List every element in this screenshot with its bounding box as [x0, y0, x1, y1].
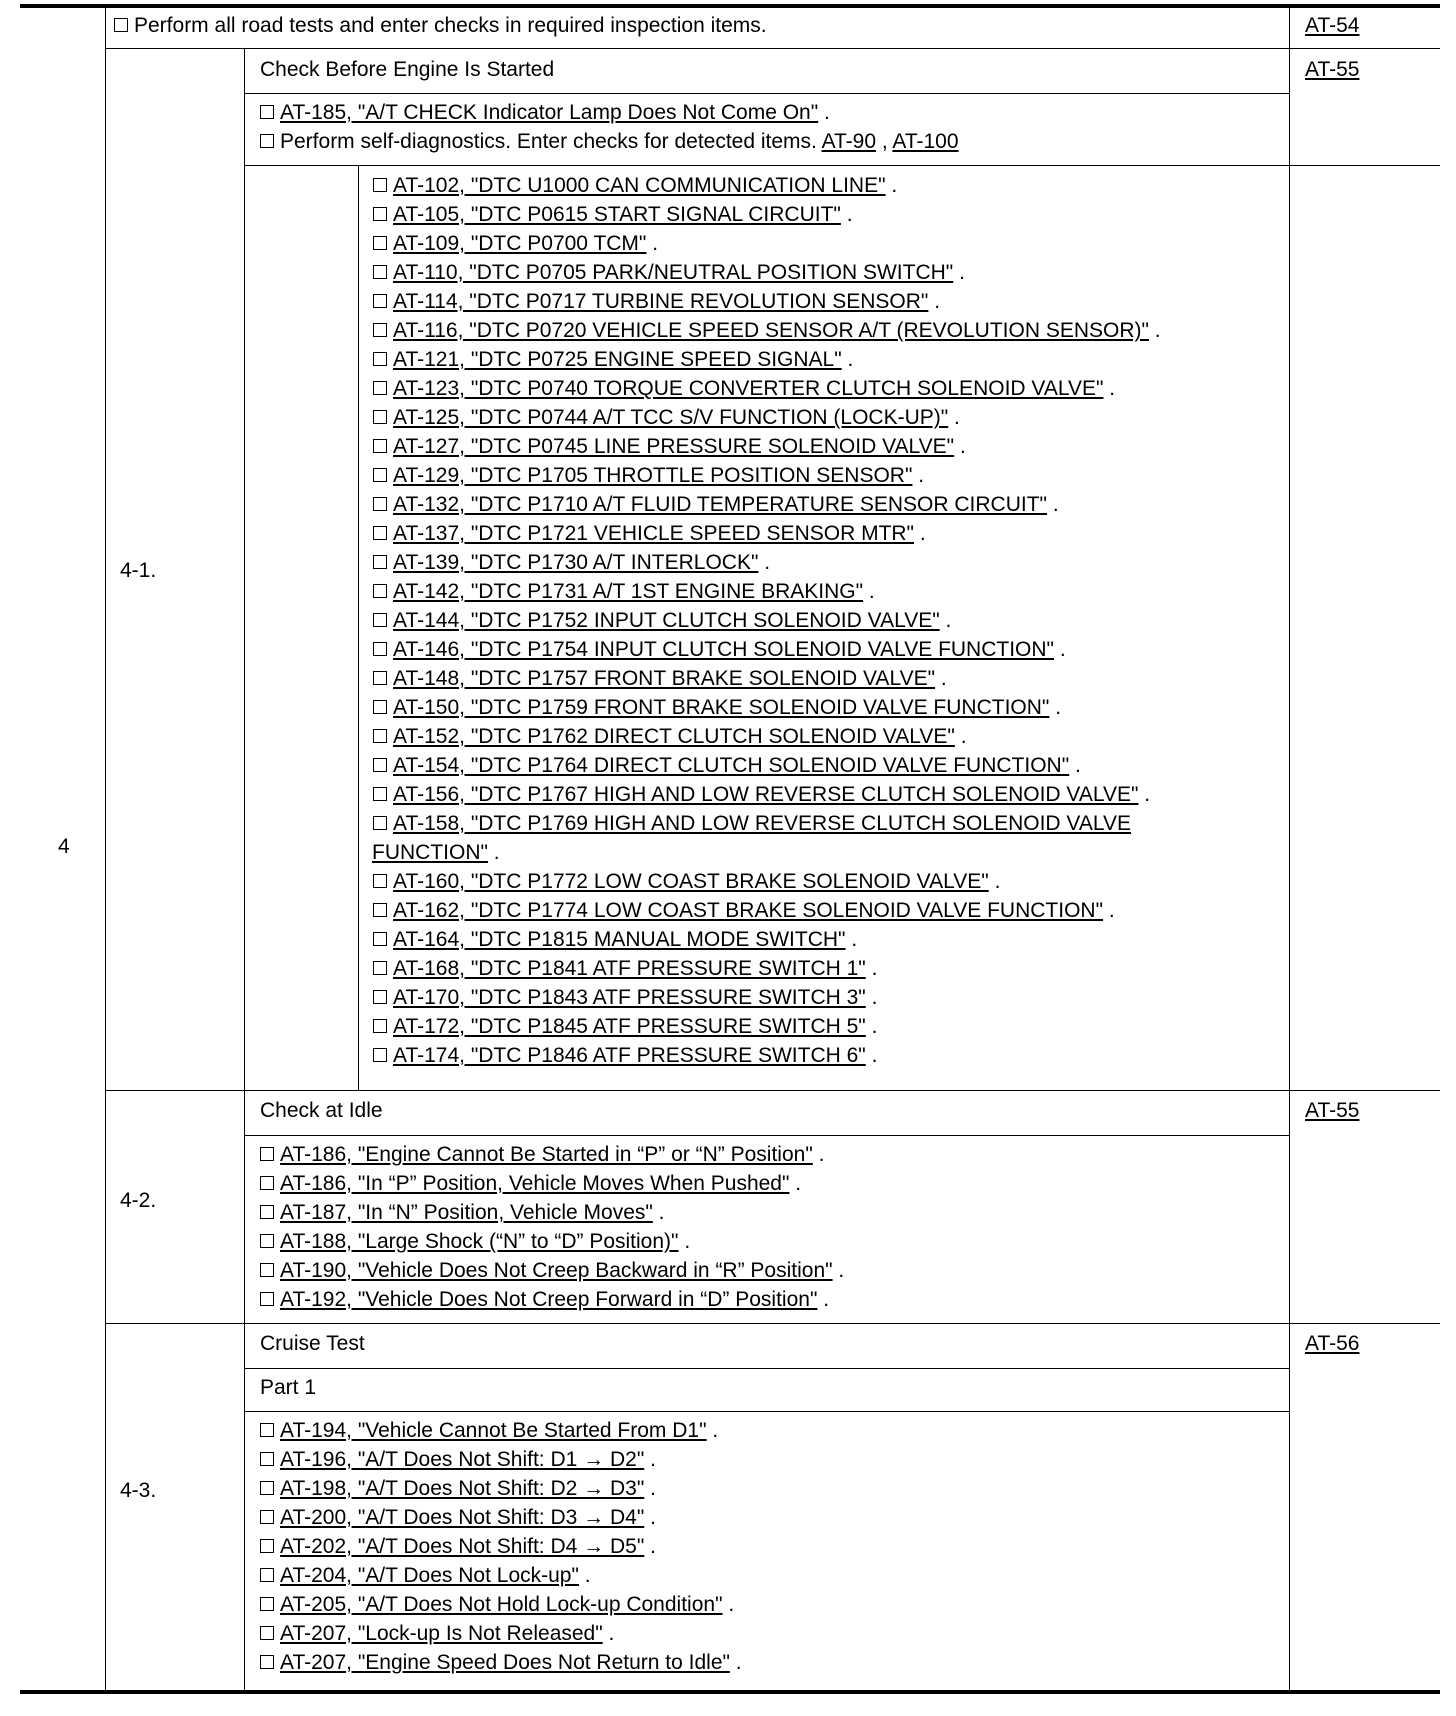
list-item	[373, 461, 924, 490]
item-suffix: .	[1049, 696, 1062, 719]
item-link[interactable]: AT-137, "DTC P1721 VEHICLE SPEED SENSOR MTR"	[393, 522, 915, 545]
item-suffix: .	[652, 1201, 665, 1224]
item-link[interactable]: AT-144, "DTC P1752 INPUT CLUTCH SOLENOID VALVE"	[393, 609, 940, 632]
item-suffix: .	[1148, 319, 1161, 342]
row-divider	[244, 1135, 1289, 1136]
checkbox-icon[interactable]	[373, 265, 387, 279]
idle-list	[260, 1140, 1280, 1320]
checkbox-icon[interactable]	[373, 613, 387, 627]
item-text: Perform self-diagnostics. Enter checks for detected items.	[280, 130, 822, 153]
list-item	[373, 606, 951, 635]
item-link[interactable]: AT-198, "A/T Does Not Shift: D2 → D3"	[280, 1477, 645, 1500]
checkbox-icon[interactable]	[260, 1626, 274, 1640]
item-link[interactable]: AT-139, "DTC P1730 A/T INTERLOCK"	[393, 551, 759, 574]
heading-part-1: Part 1	[260, 1376, 317, 1399]
checkbox-icon[interactable]	[373, 178, 387, 192]
top-instruction-text: Perform all road tests and enter checks in required inspection items.	[134, 14, 767, 37]
item-link[interactable]: AT-162, "DTC P1774 LOW COAST BRAKE SOLENOID VALVE FUNCTION"	[393, 899, 1104, 922]
item-link[interactable]: AT-116, "DTC P0720 VEHICLE SPEED SENSOR A/T (REVOLUTION SENSOR)"	[393, 319, 1149, 342]
item-suffix: .	[644, 1448, 656, 1471]
item-link[interactable]: AT-142, "DTC P1731 A/T 1ST ENGINE BRAKING"	[393, 580, 864, 603]
item-suffix: .	[1103, 377, 1116, 400]
item-suffix: .	[841, 348, 854, 371]
ref-link-4-1[interactable]: AT-55	[1305, 58, 1360, 81]
row-divider	[244, 165, 1440, 166]
checkbox-icon[interactable]	[260, 105, 274, 119]
item-sep: ,	[876, 130, 893, 153]
checkbox-icon[interactable]	[373, 584, 387, 598]
item-suffix: .	[840, 203, 853, 226]
checkbox-icon[interactable]	[373, 381, 387, 395]
item-suffix: .	[644, 1506, 656, 1529]
list-item	[373, 983, 877, 1012]
ref-link-top[interactable]: AT-54	[1305, 14, 1360, 37]
checkbox-icon[interactable]	[260, 1510, 274, 1524]
row-divider	[105, 1323, 1440, 1324]
item-link[interactable]: AT-188, "Large Shock (“N” to “D” Position)"	[280, 1230, 679, 1253]
checkbox-icon[interactable]	[373, 323, 387, 337]
list-item	[260, 1532, 656, 1561]
item-link[interactable]: AT-190, "Vehicle Does Not Creep Backward in “R” Position"	[280, 1259, 833, 1282]
checkbox-icon[interactable]	[260, 1176, 274, 1190]
list-item	[373, 432, 966, 461]
ref-link-4-2[interactable]: AT-55	[1305, 1099, 1360, 1122]
item-link[interactable]: AT-192, "Vehicle Does Not Creep Forward in “D” Position"	[280, 1288, 818, 1311]
item-link[interactable]: AT-110, "DTC P0705 PARK/NEUTRAL POSITION SWITCH"	[393, 261, 954, 284]
item-link[interactable]: AT-154, "DTC P1764 DIRECT CLUTCH SOLENOID VALVE FUNCTION"	[393, 754, 1070, 777]
checkbox-icon[interactable]	[373, 555, 387, 569]
substep-label-4-1: 4-1.	[120, 559, 157, 582]
list-item	[373, 258, 965, 287]
list-item	[373, 693, 1061, 722]
list-item	[373, 954, 877, 983]
item-link[interactable]: AT-156, "DTC P1767 HIGH AND LOW REVERSE CLUTCH SOLENOID VALVE"	[393, 783, 1139, 806]
list-item	[373, 548, 770, 577]
list-item	[373, 316, 1161, 345]
item-link[interactable]: AT-194, "Vehicle Cannot Be Started From D1"	[280, 1419, 707, 1442]
item-link[interactable]: AT-186, "In “P” Position, Vehicle Moves When Pushed"	[280, 1172, 790, 1195]
row-divider	[105, 1090, 1440, 1091]
list-item	[260, 1416, 718, 1445]
item-link[interactable]: AT-90	[821, 130, 877, 153]
list-item	[260, 128, 959, 155]
list-item	[373, 519, 926, 548]
list-item-continued	[372, 838, 500, 867]
col-divider	[1289, 4, 1290, 1694]
list-item	[373, 287, 940, 316]
item-suffix: .	[954, 725, 967, 748]
item-suffix: .	[1047, 493, 1059, 516]
list-item	[260, 99, 830, 126]
item-suffix: .	[646, 232, 659, 255]
item-suffix: .	[602, 1622, 615, 1645]
checkbox-icon[interactable]	[373, 787, 387, 801]
checkbox-icon[interactable]	[260, 1481, 274, 1495]
item-suffix: .	[812, 1143, 825, 1166]
list-item	[260, 1561, 591, 1590]
item-link[interactable]: AT-205, "A/T Does Not Hold Lock-up Condition"	[280, 1593, 723, 1616]
checkbox-icon[interactable]	[260, 1234, 274, 1248]
row-divider	[244, 1368, 1289, 1369]
item-suffix: .	[706, 1419, 719, 1442]
list-item	[260, 1445, 656, 1474]
item-suffix: .	[863, 580, 875, 603]
list-item	[260, 1590, 734, 1619]
item-suffix: .	[865, 1044, 878, 1067]
checkbox-icon[interactable]	[373, 874, 387, 888]
top-instruction	[114, 12, 767, 39]
list-item	[373, 925, 857, 954]
heading-check-before-engine: Check Before Engine Is Started	[260, 58, 555, 81]
item-link[interactable]: AT-127, "DTC P0745 LINE PRESSURE SOLENOID VALVE"	[393, 435, 955, 458]
item-link[interactable]: AT-125, "DTC P0744 A/T TCC S/V FUNCTION (LOCK-UP)"	[393, 406, 949, 429]
item-suffix: .	[789, 1172, 802, 1195]
list-item	[260, 1474, 656, 1503]
item-suffix: .	[953, 261, 965, 284]
dtc-list	[373, 171, 1283, 1086]
checkbox-icon[interactable]	[373, 526, 387, 540]
item-suffix: .	[928, 290, 941, 313]
substep-label-4-3: 4-3.	[120, 1479, 157, 1502]
item-link[interactable]: AT-102, "DTC U1000 CAN COMMUNICATION LINE"	[393, 174, 886, 197]
item-suffix: .	[914, 522, 926, 545]
list-item	[373, 896, 1115, 925]
checkbox-icon[interactable]	[114, 18, 128, 32]
list-item	[260, 1503, 656, 1532]
list-item	[373, 229, 658, 258]
checkbox-icon[interactable]	[260, 1655, 274, 1669]
item-suffix: .	[1138, 783, 1151, 806]
item-suffix: .	[678, 1230, 691, 1253]
item-link[interactable]: AT-164, "DTC P1815 MANUAL MODE SWITCH"	[393, 928, 846, 951]
item-suffix: .	[487, 841, 500, 864]
checkbox-icon[interactable]	[373, 758, 387, 772]
checkbox-icon[interactable]	[260, 1205, 274, 1219]
item-link[interactable]: AT-202, "A/T Does Not Shift: D4 → D5"	[280, 1535, 645, 1558]
checkbox-icon[interactable]	[260, 1263, 274, 1277]
checkbox-icon[interactable]	[260, 1292, 274, 1306]
list-item	[373, 809, 1131, 838]
checkbox-icon[interactable]	[373, 410, 387, 424]
checkbox-icon[interactable]	[373, 236, 387, 250]
item-suffix: .	[865, 957, 878, 980]
list-item	[373, 200, 853, 229]
list-item	[373, 867, 1000, 896]
item-suffix: .	[1069, 754, 1081, 777]
checkbox-icon[interactable]	[373, 352, 387, 366]
heading-check-at-idle: Check at Idle	[260, 1099, 383, 1122]
table-bottom-border	[20, 1690, 1440, 1694]
list-item	[260, 1619, 614, 1648]
checkbox-icon[interactable]	[373, 497, 387, 511]
ref-link-4-3[interactable]: AT-56	[1305, 1332, 1360, 1355]
checkbox-icon[interactable]	[373, 961, 387, 975]
item-link[interactable]: AT-105, "DTC P0615 START SIGNAL CIRCUIT"	[393, 203, 841, 226]
list-item	[260, 1169, 801, 1198]
list-item	[373, 1041, 877, 1070]
item-link[interactable]: AT-160, "DTC P1772 LOW COAST BRAKE SOLENOID VALVE"	[393, 870, 989, 893]
checkbox-icon[interactable]	[373, 1019, 387, 1033]
checkbox-icon[interactable]	[260, 1597, 274, 1611]
list-item	[373, 490, 1059, 519]
checkbox-icon[interactable]	[260, 1568, 274, 1582]
list-item	[373, 577, 875, 606]
item-link[interactable]: AT-109, "DTC P0700 TCM"	[393, 232, 647, 255]
checkbox-icon[interactable]	[373, 990, 387, 1004]
list-item	[373, 664, 947, 693]
item-suffix: .	[729, 1651, 742, 1674]
checkbox-icon[interactable]	[373, 294, 387, 308]
item-link[interactable]: AT-148, "DTC P1757 FRONT BRAKE SOLENOID VALVE"	[393, 667, 936, 690]
list-item	[373, 635, 1066, 664]
item-link[interactable]: AT-123, "DTC P0740 TORQUE CONVERTER CLUTCH SOLENOID VALVE"	[393, 377, 1104, 400]
checkbox-icon[interactable]	[260, 1539, 274, 1553]
list-item	[373, 403, 960, 432]
item-suffix: .	[939, 609, 952, 632]
item-suffix: .	[817, 1288, 830, 1311]
col-divider	[244, 48, 245, 1694]
substep-label-4-2: 4-2.	[120, 1189, 157, 1212]
item-suffix: .	[845, 928, 858, 951]
checkbox-icon[interactable]	[373, 468, 387, 482]
item-link[interactable]: AT-185, "A/T CHECK Indicator Lamp Does Not Come On"	[280, 101, 819, 124]
item-suffix: .	[865, 986, 878, 1009]
item-link[interactable]: AT-146, "DTC P1754 INPUT CLUTCH SOLENOID VALVE FUNCTION"	[393, 638, 1055, 661]
checkbox-icon[interactable]	[373, 903, 387, 917]
item-link[interactable]: AT-187, "In “N” Position, Vehicle Moves"	[280, 1201, 653, 1224]
item-link[interactable]: AT-168, "DTC P1841 ATF PRESSURE SWITCH 1"	[393, 957, 866, 980]
item-link[interactable]: AT-114, "DTC P0717 TURBINE REVOLUTION SENSOR"	[393, 290, 929, 313]
list-item	[373, 1012, 877, 1041]
item-suffix: .	[644, 1535, 656, 1558]
item-link[interactable]: AT-158, "DTC P1769 HIGH AND LOW REVERSE CLUTCH SOLENOID VALVE	[393, 812, 1131, 835]
list-item	[373, 171, 897, 200]
heading-cruise-test: Cruise Test	[260, 1332, 365, 1355]
item-link[interactable]: FUNCTION"	[372, 841, 488, 864]
item-suffix: .	[578, 1564, 591, 1587]
item-suffix: .	[758, 551, 771, 574]
item-link[interactable]: AT-186, "Engine Cannot Be Started in “P” or “N” Position"	[280, 1143, 813, 1166]
item-link[interactable]: AT-174, "DTC P1846 ATF PRESSURE SWITCH 6"	[393, 1044, 866, 1067]
list-item	[260, 1227, 690, 1256]
list-item	[260, 1285, 829, 1314]
list-item	[260, 1648, 742, 1677]
table-top-border	[20, 4, 1440, 8]
checkbox-icon[interactable]	[373, 729, 387, 743]
list-item	[260, 1140, 824, 1169]
checkbox-icon[interactable]	[260, 1147, 274, 1161]
checkbox-icon[interactable]	[260, 134, 274, 148]
list-item	[260, 1256, 844, 1285]
item-link[interactable]: AT-121, "DTC P0725 ENGINE SPEED SIGNAL"	[393, 348, 842, 371]
checkbox-icon[interactable]	[373, 700, 387, 714]
row-divider	[105, 48, 1440, 49]
item-suffix: .	[818, 101, 830, 124]
list-item	[373, 374, 1115, 403]
item-link[interactable]: AT-152, "DTC P1762 DIRECT CLUTCH SOLENOID VALVE"	[393, 725, 955, 748]
checkbox-icon[interactable]	[373, 932, 387, 946]
item-suffix: .	[865, 1015, 878, 1038]
item-suffix: .	[885, 174, 898, 197]
col-divider	[105, 4, 106, 1694]
list-item	[260, 1198, 665, 1227]
item-link[interactable]: AT-170, "DTC P1843 ATF PRESSURE SWITCH 3"	[393, 986, 866, 1009]
item-link[interactable]: AT-207, "Lock-up Is Not Released"	[280, 1622, 603, 1645]
item-link[interactable]: AT-207, "Engine Speed Does Not Return to Idle"	[280, 1651, 730, 1674]
item-suffix: .	[954, 435, 966, 458]
item-link[interactable]: AT-129, "DTC P1705 THROTTLE POSITION SENSOR"	[393, 464, 913, 487]
step-number: 4	[58, 835, 70, 858]
checkbox-icon[interactable]	[373, 642, 387, 656]
item-link[interactable]: AT-196, "A/T Does Not Shift: D1 → D2"	[280, 1448, 645, 1471]
item-suffix: .	[948, 406, 960, 429]
item-suffix: .	[644, 1477, 656, 1500]
item-suffix: .	[912, 464, 925, 487]
list-item	[373, 780, 1150, 809]
list-item	[373, 751, 1081, 780]
item-link[interactable]: AT-100	[892, 130, 959, 153]
checkbox-icon[interactable]	[373, 207, 387, 221]
checkbox-icon[interactable]	[373, 1048, 387, 1062]
checkbox-icon[interactable]	[373, 439, 387, 453]
col-divider	[358, 165, 359, 1090]
item-suffix: .	[832, 1259, 845, 1282]
checkbox-icon[interactable]	[260, 1452, 274, 1466]
row-divider	[244, 1411, 1289, 1412]
checkbox-icon[interactable]	[260, 1423, 274, 1437]
item-suffix: .	[1103, 899, 1115, 922]
item-link[interactable]: AT-204, "A/T Does Not Lock-up"	[280, 1564, 579, 1587]
checkbox-icon[interactable]	[373, 671, 387, 685]
list-item	[373, 345, 853, 374]
item-suffix: .	[988, 870, 1001, 893]
item-suffix: .	[722, 1593, 735, 1616]
item-link[interactable]: AT-132, "DTC P1710 A/T FLUID TEMPERATURE SENSOR CIRCUIT"	[393, 493, 1048, 516]
item-link[interactable]: AT-150, "DTC P1759 FRONT BRAKE SOLENOID VALVE FUNCTION"	[393, 696, 1050, 719]
item-suffix: .	[935, 667, 947, 690]
row-divider	[244, 93, 1289, 94]
item-link[interactable]: AT-200, "A/T Does Not Shift: D3 → D4"	[280, 1506, 645, 1529]
item-link[interactable]: AT-172, "DTC P1845 ATF PRESSURE SWITCH 5"	[393, 1015, 866, 1038]
cruise-list	[260, 1416, 1280, 1686]
checkbox-icon[interactable]	[373, 816, 387, 830]
item-suffix: .	[1054, 638, 1066, 661]
list-item	[373, 722, 967, 751]
